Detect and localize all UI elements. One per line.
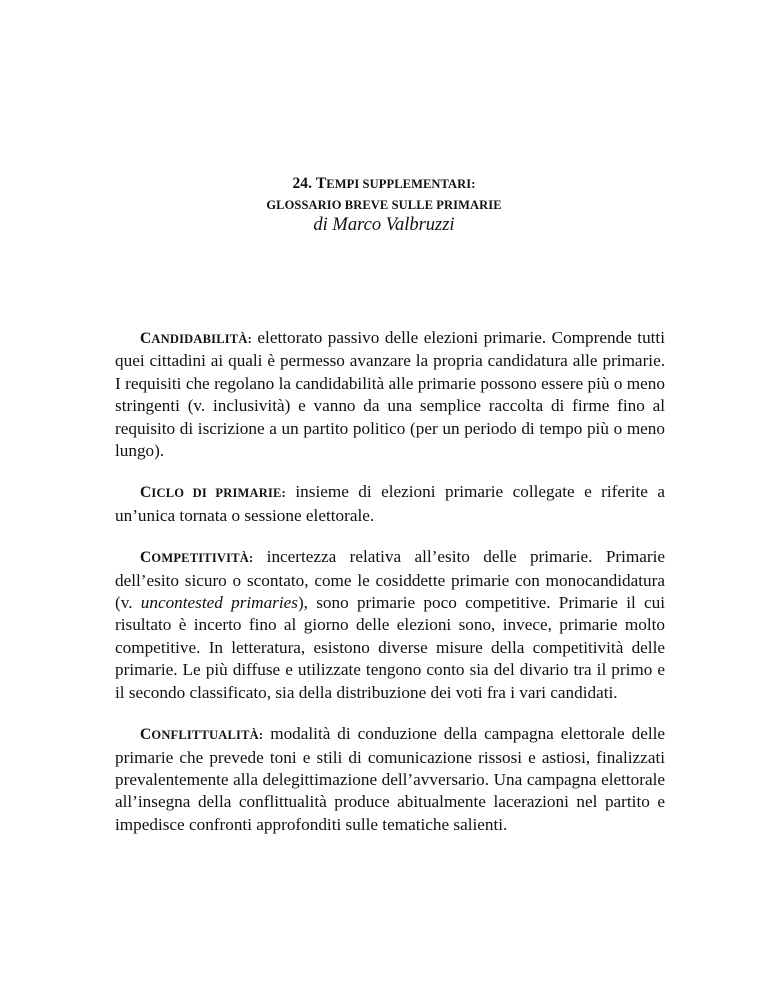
glossary-term [140, 547, 253, 566]
chapter-author: di Marco Valbruzzi [313, 215, 455, 235]
glossary-term [140, 724, 263, 743]
term-rest: OMPETITIVITÀ: [151, 551, 254, 566]
glossary-term [140, 328, 252, 347]
glossary-entry-candidabilita [115, 327, 665, 462]
chapter-title-rest: EMPI SUPPLEMENTARI: [326, 177, 476, 191]
glossary-term [140, 482, 286, 501]
glossary-entries [115, 327, 665, 855]
term-initial: C [140, 549, 152, 567]
chapter-subtitle: GLOSSARIO BREVE SULLE PRIMARIE [266, 198, 502, 212]
chapter-heading [0, 174, 768, 236]
glossary-definition: elettorato passivo delle elezioni primarie. Comprende tutti quei cittadini ai quali è permesso avanzare la propria candidatura alle primarie. I requisiti che regolano la candidabilità alle primarie possono essere più o meno stringenti (v. inclusività) e vanno da una semplice raccolta di firme fino al requisito di iscrizione a un partito politico (per un periodo di tempo più o meno lungo). [115, 328, 665, 461]
glossary-definition-part: ), sono primarie poco competitive. Primarie il cui risultato è incerto fino al giorno delle elezioni sono, invece, primarie molto competitive. In letteratura, esistono diverse misure della competitività delle primarie. Le più diffuse e utilizzate tengono conto sia del divario tra il primo e il secondo classificato, sia della distribuzione dei voti fra i vari candidati. [115, 593, 665, 702]
glossary-definition-part: incertezza relativa all’esito delle primarie. Primarie dell’esito sicuro o scontato, come le cosiddette primarie con monocandidatura (v. [115, 547, 665, 613]
term-rest: ICLO DI PRIMARIE: [151, 486, 286, 501]
chapter-title-initial: T [315, 175, 327, 192]
term-initial: C [140, 330, 152, 347]
term-initial: C [140, 484, 152, 502]
chapter-title [0, 174, 768, 194]
term-initial: C [140, 726, 152, 744]
chapter-number: 24. [292, 175, 313, 192]
term-rest: ANDIDABILITÀ: [151, 332, 252, 346]
glossary-definition: modalità di conduzione della campagna elettorale delle primarie che prevede toni e stili di comunicazione rissosi e astiosi, finalizzati prevalentemente alla delegittimazione dell’avversario. Una campagna elettorale all’insegna della conflittualità produce abitualmente lacerazioni nel partito e impedisce confronti approfonditi sulle tematiche salienti. [115, 724, 666, 834]
glossary-entry-ciclo-di-primarie [115, 481, 665, 527]
glossary-entry-competitivita [115, 546, 665, 704]
term-rest: ONFLITTUALITÀ: [151, 728, 264, 743]
glossary-definition-italic: uncontested primaries [140, 593, 298, 613]
glossary-definition: insieme di elezioni primarie collegate e riferite a un’unica tornata o sessione elettorale. [115, 482, 666, 525]
glossary-entry-conflittualita [115, 723, 665, 836]
